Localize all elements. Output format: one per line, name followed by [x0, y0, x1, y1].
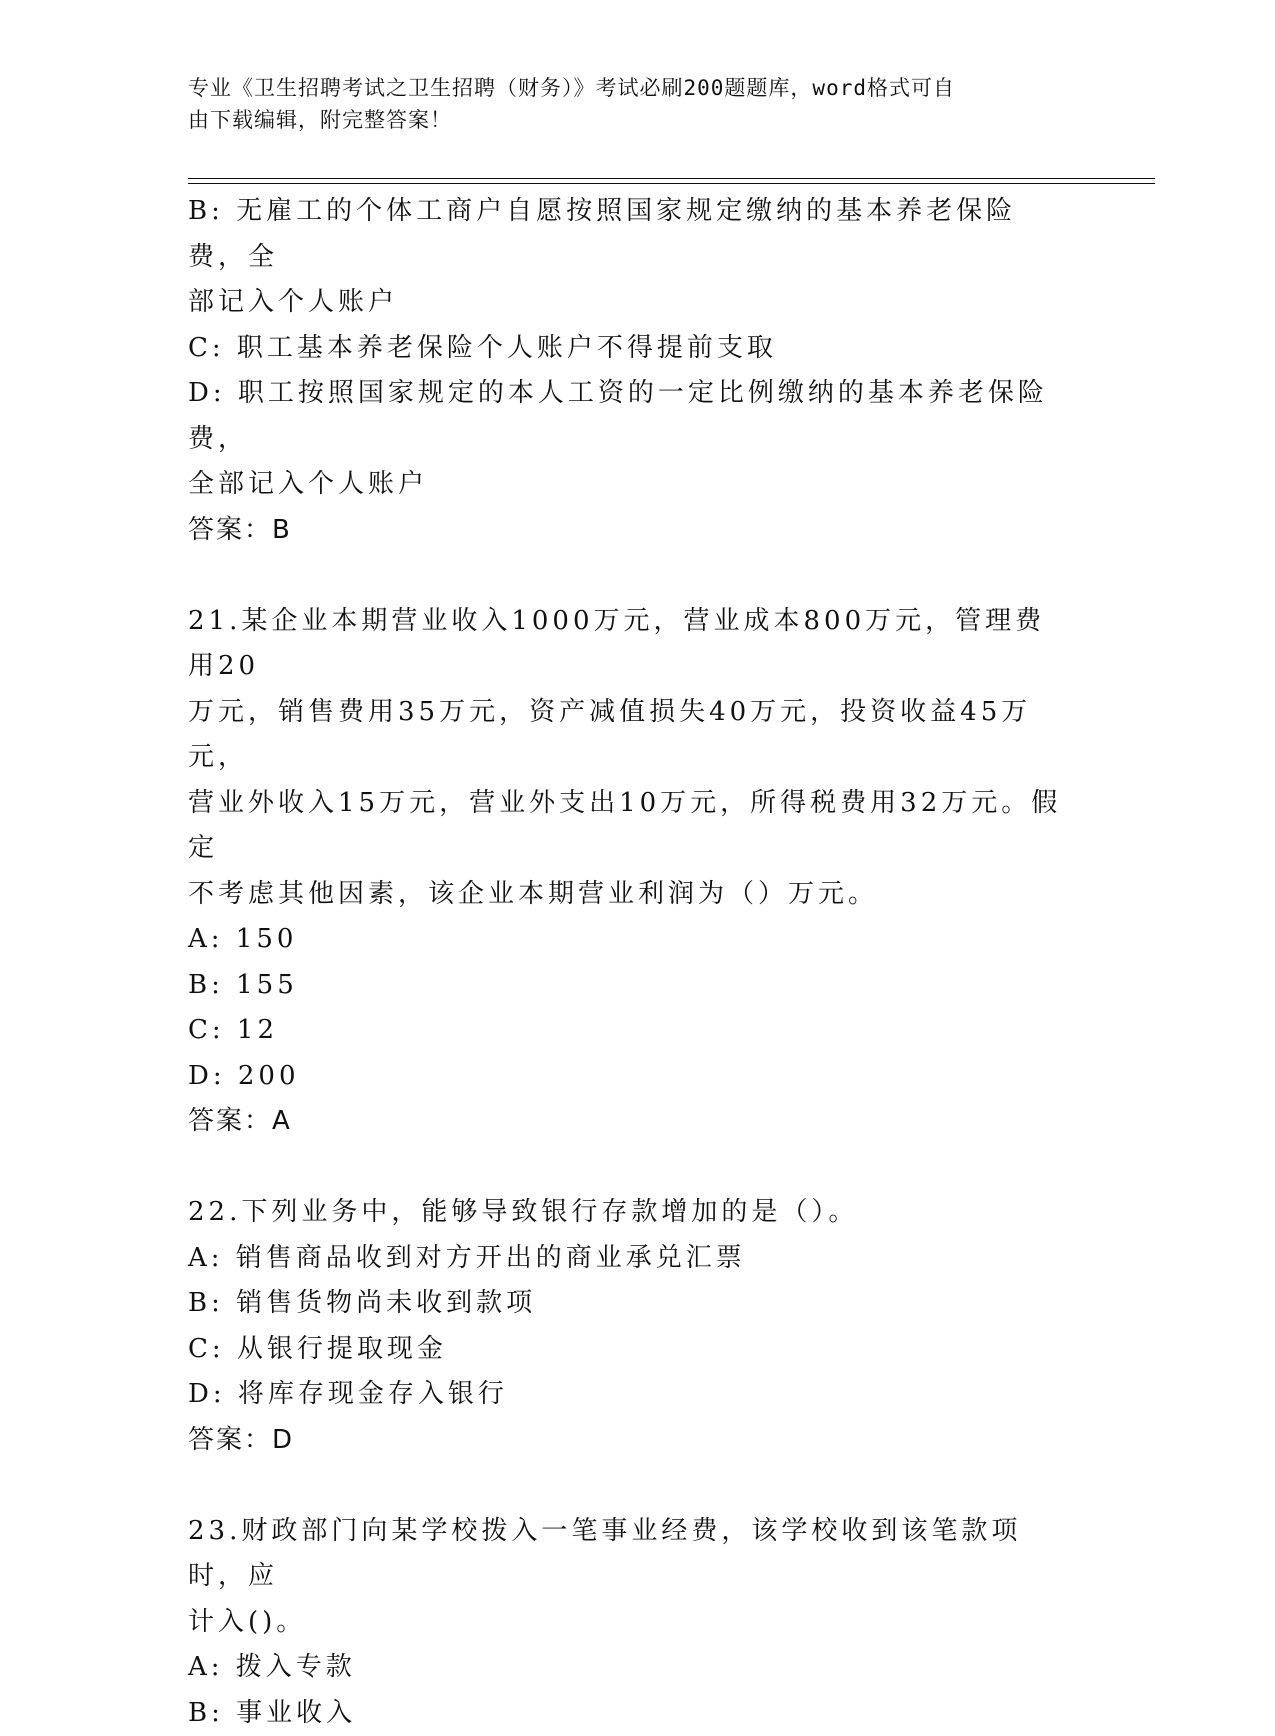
header-double-rule — [188, 178, 1155, 184]
spacer — [188, 553, 1068, 599]
header-title-line-1: 专业《卫生招聘考试之卫生招聘（财务）》考试必刷200题题库，word格式可自 — [188, 72, 1068, 104]
header-title-line-2: 由下载编辑，附完整答案！ — [188, 104, 1068, 136]
option-a: A: 销售商品收到对方开出的商业承兑汇票 — [188, 1236, 1068, 1282]
option-c: C: 职工基本养老保险个人账户不得提前支取 — [188, 326, 1068, 372]
option-c: C: 12 — [188, 1008, 1068, 1054]
question-stem-continued: 计入()。 — [188, 1600, 1068, 1646]
question-stem-continued: 不考虑其他因素，该企业本期营业利润为（）万元。 — [188, 872, 1068, 918]
question-stem: 23.财政部门向某学校拨入一笔事业经费，该学校收到该笔款项时，应 — [188, 1509, 1068, 1600]
option-d: D: 200 — [188, 1054, 1068, 1100]
question-21 — [188, 599, 1068, 1145]
option-b: B: 155 — [188, 963, 1068, 1009]
option-b: B: 事业收入 — [188, 1691, 1068, 1736]
question-stem: 21.某企业本期营业收入1000万元，营业成本800万元，管理费用20 — [188, 599, 1068, 690]
option-d: D: 将库存现金存入银行 — [188, 1372, 1068, 1418]
answer-line: 答案：B — [188, 508, 1068, 554]
question-23 — [188, 1509, 1068, 1736]
answer-line: 答案：D — [188, 1418, 1068, 1464]
spacer — [188, 1145, 1068, 1191]
option-a: A: 拨入专款 — [188, 1645, 1068, 1691]
question-22 — [188, 1190, 1068, 1463]
answer-line: 答案：A — [188, 1099, 1068, 1145]
option-d: D: 职工按照国家规定的本人工资的一定比例缴纳的基本养老保险费， — [188, 371, 1068, 462]
spacer — [188, 1463, 1068, 1509]
question-stem-continued: 营业外收入15万元，营业外支出10万元，所得税费用32万元。假定 — [188, 781, 1068, 872]
document-header — [188, 72, 1068, 136]
option-d-continued: 全部记入个人账户 — [188, 462, 1068, 508]
option-a: A: 150 — [188, 917, 1068, 963]
option-b-continued: 部记入个人账户 — [188, 280, 1068, 326]
option-b: B: 无雇工的个体工商户自愿按照国家规定缴纳的基本养老保险费，全 — [188, 189, 1068, 280]
option-c: C: 从银行提取现金 — [188, 1327, 1068, 1373]
question-20-continued — [188, 189, 1068, 553]
question-stem-continued: 万元，销售费用35万元，资产减值损失40万元，投资收益45万元， — [188, 690, 1068, 781]
question-stem: 22.下列业务中，能够导致银行存款增加的是（）。 — [188, 1190, 1068, 1236]
document-body — [188, 189, 1068, 1736]
option-b: B: 销售货物尚未收到款项 — [188, 1281, 1068, 1327]
